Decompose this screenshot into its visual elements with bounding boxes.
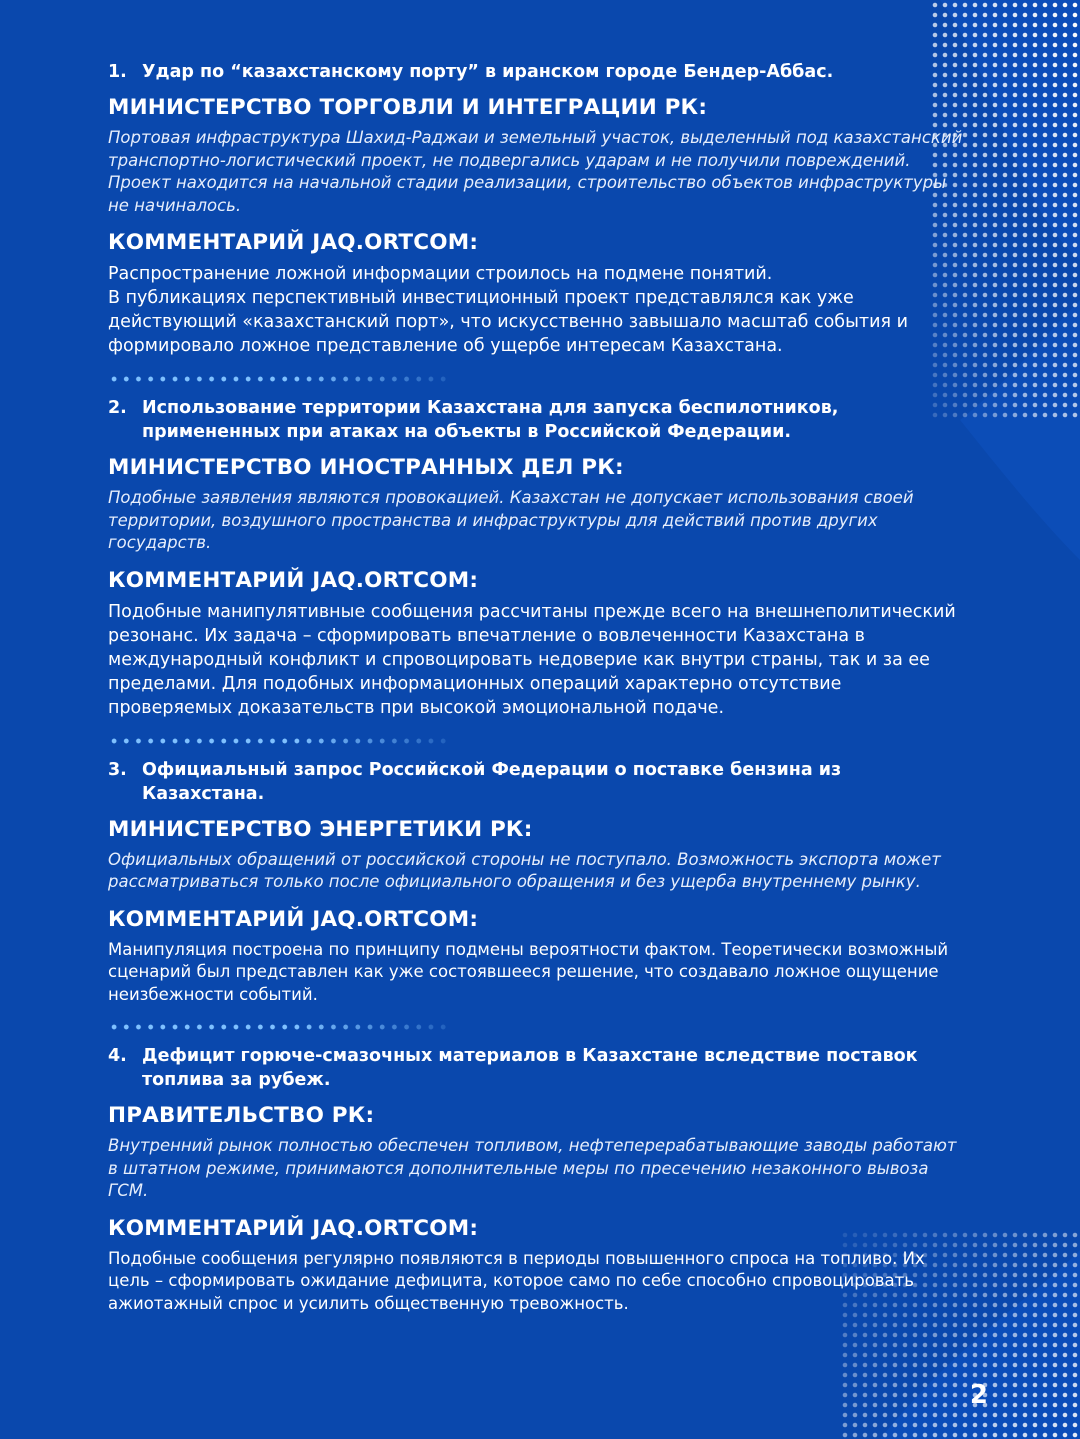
- item-4-official-heading: ПРАВИТЕЛЬСТВО РК:: [108, 1103, 375, 1128]
- item-1-official-text: Портовая инфраструктура Шахид-Раджаи и земельный участок, выделенный под казахстанский транспортно-логистический проект, не подвергались ударам и не получили повреждений. Проект находится на начальной стадии реализации, строительство объектов инфраструктуры не начиналось.: [108, 128, 963, 215]
- item-4-comment-text: Подобные сообщения регулярно появляются в периоды повышенного спроса на топливо. Их цель – сформировать ожидание дефицита, которое само по себе способно спровоцировать ажиотажный спрос и усилить общественную тревожность.: [108, 1248, 925, 1313]
- page-number: 2: [969, 1380, 988, 1410]
- item-2-title-text: Использование территории Казахстана для запуска беспилотников, примененных при атаках на объекты в Российской Федерации.: [142, 398, 839, 442]
- item-3-official-heading: МИНИСТЕРСТВО ЭНЕРГЕТИКИ РК:: [108, 816, 533, 842]
- item-4-title: [108, 1044, 968, 1092]
- item-4-comment-heading: КОММЕНТАРИЙ JAQ.ORTCOM:: [108, 1215, 479, 1241]
- item-2-number: 2.: [108, 398, 127, 418]
- item-3-comment-text: Манипуляция построена по принципу подмены вероятности фактом. Теоретически возможный сценарий был представлен как уже состоявшееся решение, что создавало ложное ощущение неизбежности событий.: [108, 939, 949, 1004]
- item-3-official-text: Официальных обращений от российской стороны не поступало. Возможность экспорта может рассматриваться только после официального обращения и без ущерба внутреннему рынку.: [108, 849, 941, 891]
- item-2-official-text: Подобные заявления являются провокацией. Казахстан не допускает использования своей территории, воздушного пространства и инфраструктуры для действий против других государств.: [108, 488, 914, 552]
- item-1-title: [108, 60, 968, 84]
- item-1-comment-text: [108, 262, 968, 358]
- item-1-comment-heading: КОММЕНТАРИЙ JAQ.ORTCOM:: [108, 230, 479, 255]
- item-3-title-text: Официальный запрос Российской Федерации о поставке бензина из Казахстана.: [142, 759, 842, 804]
- item-1-title-text: Удар по “казахстанскому порту” в иранском городе Бендер-Аббас.: [142, 62, 834, 82]
- item-4-number: 4.: [108, 1046, 127, 1066]
- content: [108, 60, 968, 1315]
- item-3-title: [108, 758, 968, 806]
- dotted-separator: [108, 376, 448, 382]
- item-1-official-heading: МИНИСТЕРСТВО ТОРГОВЛИ И ИНТЕГРАЦИИ РК:: [108, 95, 708, 120]
- item-4-title-text: Дефицит горюче-смазочных материалов в Казахстане вследствие поставок топлива за рубеж.: [142, 1046, 918, 1090]
- item-2-official-heading: МИНИСТЕРСТВО ИНОСТРАННЫХ ДЕЛ РК:: [108, 455, 624, 480]
- dotted-separator: [108, 738, 448, 744]
- item-1-number: 1.: [108, 62, 127, 82]
- item-3-number: 3.: [108, 759, 127, 780]
- item-1-comment-line-1: Распространение ложной информации строилось на подмене понятий.: [108, 264, 773, 284]
- item-4-official-text: Внутренний рынок полностью обеспечен топливом, нефтеперерабатывающие заводы работают в штатном режиме, принимаются дополнительные меры по пресечению незаконного вывоза ГСМ.: [108, 1136, 957, 1200]
- item-1-comment-line-2: В публикациях перспективный инвестиционный проект представлялся как уже действующий «казахстанский порт», что искусственно завышало масштаб события и формировало ложное представление об ущербе интересам Казахстана.: [108, 288, 908, 356]
- item-3-comment-heading: КОММЕНТАРИЙ JAQ.ORTCOM:: [108, 906, 479, 932]
- item-2-comment-text: Подобные манипулятивные сообщения рассчитаны прежде всего на внешнеполитический резонанс. Их задача – сформировать впечатление о вовлеченности Казахстана в международный конфликт и спровоцировать недоверие как внутри страны, так и за ее пределами. Для подобных информационных операций характерно отсутствие проверяемых доказательств при высокой эмоциональной подаче.: [108, 601, 956, 718]
- dotted-separator: [108, 1024, 448, 1030]
- item-2-title: [108, 396, 968, 444]
- item-2-comment-heading: КОММЕНТАРИЙ JAQ.ORTCOM:: [108, 567, 479, 593]
